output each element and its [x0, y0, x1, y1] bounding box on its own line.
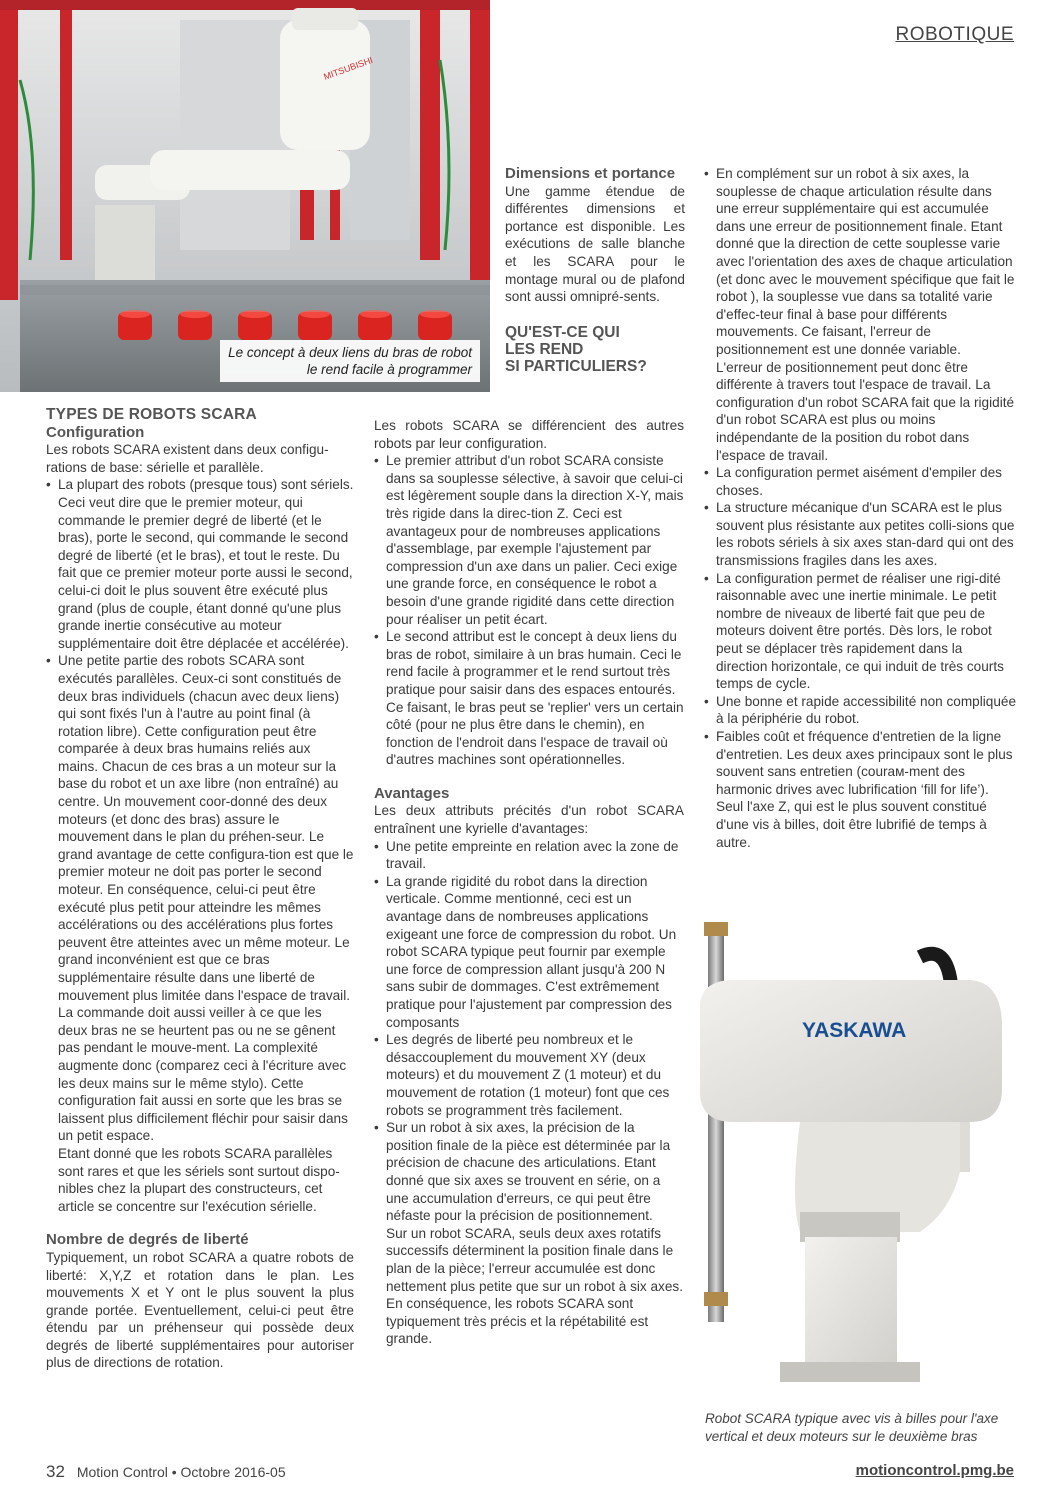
dof-paragraph: Typiquement, un robot SCARA a quatre robots de liberté: X,Y,Z et rotation dans le plan. Les mouvements X et Y ont le plus souvent la plus grande portée. Eventuellement, celui-ci peut être étendu par un préhenseur qui possède deux degrés de liberté supplémentaires pour autoriser plus de directions de rotation. [46, 1249, 354, 1371]
photo-caption-line: Le concept à deux liens du bras de robot [228, 345, 472, 360]
list-item: • En complément sur un robot à six axes, la souplesse de chaque articulation résulte dans une erreur supplémentaire qui est accumulée dans une erreur de positionnement finale. Etant donné que la direction de cette souplesse varie avec l'orientation des axes de chaque articulation (et donc avec le mouvement spécifique que fait le robot ), la souplesse vue dans sa totalité varie d'effec-teur final à base pour différents mouvements. Ce faisant, l'erreur de positionnement est une donnée variable. [704, 165, 1016, 359]
list-item: • Une bonne et rapide accessibilité non compliquée à la périphérie du robot. [704, 693, 1016, 728]
dimensions-paragraph: Une gamme étendue de différentes dimensions et portance est disponible. Les exécutions de salle blanche et les SCARA pour le montage mural ou de plafond sont aussi omnipré-sents. [505, 183, 685, 305]
list-item: • La structure mécanique d'un SCARA est le plus souvent plus résistante aux petites colli-sions que les robots sériels à six axes stan-dard qui ont des transmissions fragiles dans les axes. [704, 499, 1016, 569]
column-2 [374, 417, 684, 1348]
list-item: • La configuration permet aisément d'empiler des choses. [704, 464, 1016, 499]
section-label: ROBOTIQUE [895, 24, 1014, 45]
intro-paragraph: Les robots SCARA se différencient des autres robots par leur configuration. [374, 418, 684, 451]
paragraph: Etant donné que les robots SCARA parallèles sont rares et que les sériels sont surtout dispo-nibles chez la plupart des constructeurs, cet article se concentre sur l'exécution sérielle. [58, 1145, 340, 1214]
article-subtitle: TYPES DE ROBOTS SCARA [46, 406, 257, 423]
scara-robot-photo [690, 912, 1020, 1404]
paragraph: Sur un robot SCARA, seuls deux axes rotatifs successifs déterminent la position finale dans le plan de la pièce; l'erreur accumulée est donc nettement plus petite que sur un robot à six axes. En conséquence, les robots SCARA sont typiquement très précis et la répétabilité est grande. [386, 1225, 683, 1347]
advantages-intro: Les deux attributs précités d'un robot SCARA entraînent une kyrielle d'avantages: [374, 803, 684, 837]
paragraph: L'erreur de positionnement peut donc être différente à travers tout l'espace de travail. La configuration d'un robot SCARA fait que la rigidité d'un robot SCARA est plus ou moins indépendante de la position du robot dans l'espace de travail. [716, 359, 1015, 463]
footer-left [46, 1462, 286, 1482]
svg-text:MITSUBISHI: MITSUBISHI [322, 54, 375, 82]
config-intro: Les robots SCARA existent dans deux configu-rations de base: sérielle et parallèle. [46, 442, 329, 475]
photo-caption-line: le rend facile à programmer [306, 362, 472, 377]
list-item: • La configuration permet de réaliser une rigi-dité raisonnable avec une inertie minimale. Le petit nombre de niveaux de liberté fait que peu de moteurs doivent être portés. Dès lors, le robot peut se déplacer très rapidement dans la direction horizontale, ce qui induit de très courts temps de cycle. [704, 570, 1016, 693]
list-item: • La plupart des robots (presque tous) sont sériels. Ceci veut dire que le premier moteur, qui commande le premier degré de liberté (et le bras), porte le second, qui commande le second degré de liberté (et le bras), et tout le reste. Du fait que ce premier moteur porte aussi le second, celui-ci doit le plus souvent être exécuté plus grand (plus de couple, étant donné qu'une plus grande inertie consécutive au moteur supplémentaire doit être déplacée et accélérée). [46, 476, 354, 652]
heading-line: SI PARTICULIERS? [505, 357, 647, 375]
column-2-top [505, 165, 685, 389]
column-3 [704, 165, 1016, 851]
heading-line: QU'EST-CE QUI [505, 323, 620, 341]
factory-robot-photo [0, 0, 490, 392]
list-item: • Le premier attribut d'un robot SCARA consiste dans sa souplesse sélective, à savoir que celui-ci est légèrement souple dans la direction X-Y, mais très rigide dans la direc-tion Z. Ceci est avantageux pour de nombreuses applications d'assemblage, par exemple l'ajustement par compression d'un axe dans un palier. Ceci exige une grande force, en conséquence le robot a besoin d'une grande rigidité dans cette direction pour réaliser un petit écart. [374, 452, 684, 628]
factory-robot-illustration [0, 0, 490, 392]
question-heading [505, 324, 685, 375]
list-item: • Une petite partie des robots SCARA sont exécutés parallèles. Ceux-ci sont constitués de deux bras individuels (chacun avec deux liens) qui sont fixés l'un à l'autre au point final (à rotation libre). Cette configuration peut être comparée à deux bras humains reliés aux mains. Chacun de ces bras a un moteur sur la base du robot et un axe libre (non entraîné) au centre. Un mouvement coor-donné des deux moteurs (et donc des bras) assure le mouvement dans le plan du préhen-seur. Le grand avantage de cette configura-tion est que le premier moteur ne doit pas porter le second moteur. En conséquence, celui-ci peut être exécuté plus petit pour atteindre les mêmes accélérations ou des accélérations plus fortes peuvent être atteintes avec un même moteur. Le grand inconvénient est que ce bras supplémentaire résulte dans une liberté de mouvement plus limitée dans l'espace de travail. La commande doit aussi veiller à ce que les deux bras ne se heurtent pas ou ne se gênent pas pendant le mouve-ment. La complexité augmente donc (comparez ceci à l'écriture avec les deux mains sur le même stylo). Cette configuration fait aussi en sorte que les bras se laissent plus difficilement fléchir pour saisir dans un petit espace. [46, 652, 354, 1145]
dof-heading: Nombre de degrés de liberté [46, 1231, 249, 1249]
photo-caption [220, 340, 480, 382]
list-item: • Une petite empreinte en relation avec la zone de travail. [374, 838, 684, 873]
dimensions-heading: Dimensions et portance [505, 165, 676, 182]
magazine-info: Motion Control • Octobre 2016-05 [76, 1464, 286, 1480]
list-item: • Faibles coût et fréquence d'entretien de la ligne d'entretien. Les deux axes principaux sont le plus souvent sans entretien (courам-ment des harmonic drives avec lubrification ‘fill for life’). Seul l'axe Z, qui est le plus souvent constitué d'une vis à billes, doit être lubrifié de temps à autre. [704, 728, 1016, 851]
config-heading: Configuration [46, 423, 145, 441]
list-item: • Le second attribut est le concept à deux liens du bras de robot, similaire à un bras humain. Ceci le rend facile à programmer et le rend surtout très pratique pour saisir dans des espaces entourés. Ce faisant, le bras peut se 'replier' vers un certain côté (pour ne plus être dans le chemin), en fonction de l'endroit dans l'espace de travail où d'autres machines sont opérationnelles. [374, 628, 684, 769]
list-item: • La grande rigidité du robot dans la direction verticale. Comme mentionné, ceci est un avantage dans de nombreuses applications exigeant une force de compression du robot. Un robot SCARA typique peut fournir par exemple une force de compression allant jusqu'à 200 N sans subir de dommages. C'est extrêmement pratique pour l'ajustement par compression des composants [374, 873, 684, 1031]
list-item: • Les degrés de liberté peu nombreux et le désaccouplement du mouvement XY (deux moteurs) et du mouvement Z (1 moteur) et du mouvement de rotation (1 moteur) font que ces robots se programment très facilement. [374, 1031, 684, 1119]
heading-line: LES REND [505, 340, 584, 358]
robot-brand-logo: YASKAWA [802, 1019, 907, 1042]
scara-robot-illustration [690, 912, 1020, 1404]
page-number: 32 [46, 1462, 65, 1481]
robot-caption-line: Robot SCARA typique avec vis à billes pour l'axe [705, 1411, 999, 1426]
robot-caption-line: vertical et deux moteurs sur le deuxième bras [705, 1429, 978, 1444]
robot-caption [705, 1410, 1025, 1446]
advantages-heading: Avantages [374, 784, 450, 802]
list-item: • Sur un robot à six axes, la précision de la position finale de la pièce est déterminée par la précision de chacune des articulations. Etant donné que six axes se trouvent en série, on a une accumulation d'erreurs, ce qui peut être néfaste pour la précision de positionnement. [374, 1119, 684, 1225]
website-link[interactable]: motioncontrol.pmg.be [855, 1462, 1014, 1479]
column-1 [46, 406, 354, 1372]
